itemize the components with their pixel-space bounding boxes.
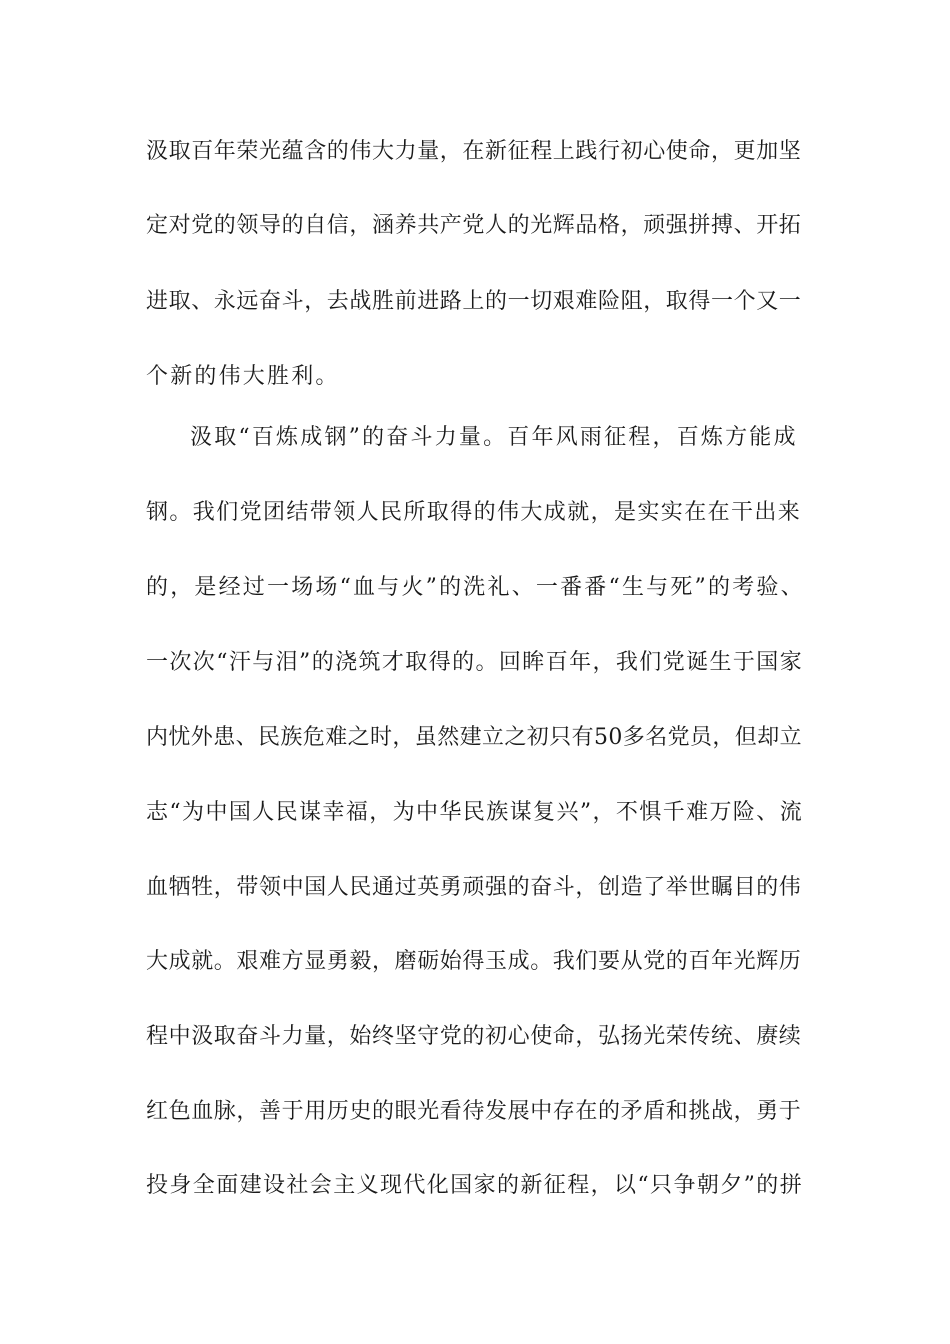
text-line-6: 钢。我们党团结带领人民所取得的伟大成就，是实实在在干出来 [146, 500, 802, 525]
text-line-15: 投身全面建设社会主义现代化国家的新征程，以“只争朝夕”的拼 [146, 1173, 804, 1198]
text-line-3: 进取、永远奋斗，去战胜前进路上的一切艰难险阻，取得一个又一 [146, 289, 802, 314]
text-line-13: 程中汲取奋斗力量，始终坚守党的初心使命，弘扬光荣传统、赓续 [146, 1024, 802, 1049]
text-line-9: 内忧外患、民族危难之时，虽然建立之初只有50多名党员，但却立 [146, 725, 802, 750]
text-line-8: 一次次“汗与泪”的浇筑才取得的。回眸百年，我们党诞生于国家 [146, 650, 804, 675]
text-line-4: 个新的伟大胜利。 [146, 364, 340, 389]
text-line-10: 志“为中国人民谋幸福，为中华民族谋复兴”，不惧千难万险、流 [146, 800, 804, 825]
text-line-14: 红色血脉，善于用历史的眼光看待发展中存在的矛盾和挑战，勇于 [146, 1099, 802, 1124]
text-line-11: 血牺牲，带领中国人民通过英勇顽强的奋斗，创造了举世瞩目的伟 [146, 875, 802, 900]
text-line-2: 定对党的领导的自信，涵养共产党人的光辉品格，顽强拼搏、开拓 [146, 213, 802, 238]
text-line-12: 大成就。艰难方显勇毅，磨砺始得玉成。我们要从党的百年光辉历 [146, 949, 802, 974]
text-line-5: 汲取“百炼成钢”的奋斗力量。百年风雨征程，百炼方能成 [190, 425, 798, 450]
text-line-7: 的，是经过一场场“血与火”的洗礼、一番番“生与死”的考验、 [146, 575, 805, 600]
text-line-1: 汲取百年荣光蕴含的伟大力量，在新征程上践行初心使命，更加坚 [146, 139, 802, 164]
